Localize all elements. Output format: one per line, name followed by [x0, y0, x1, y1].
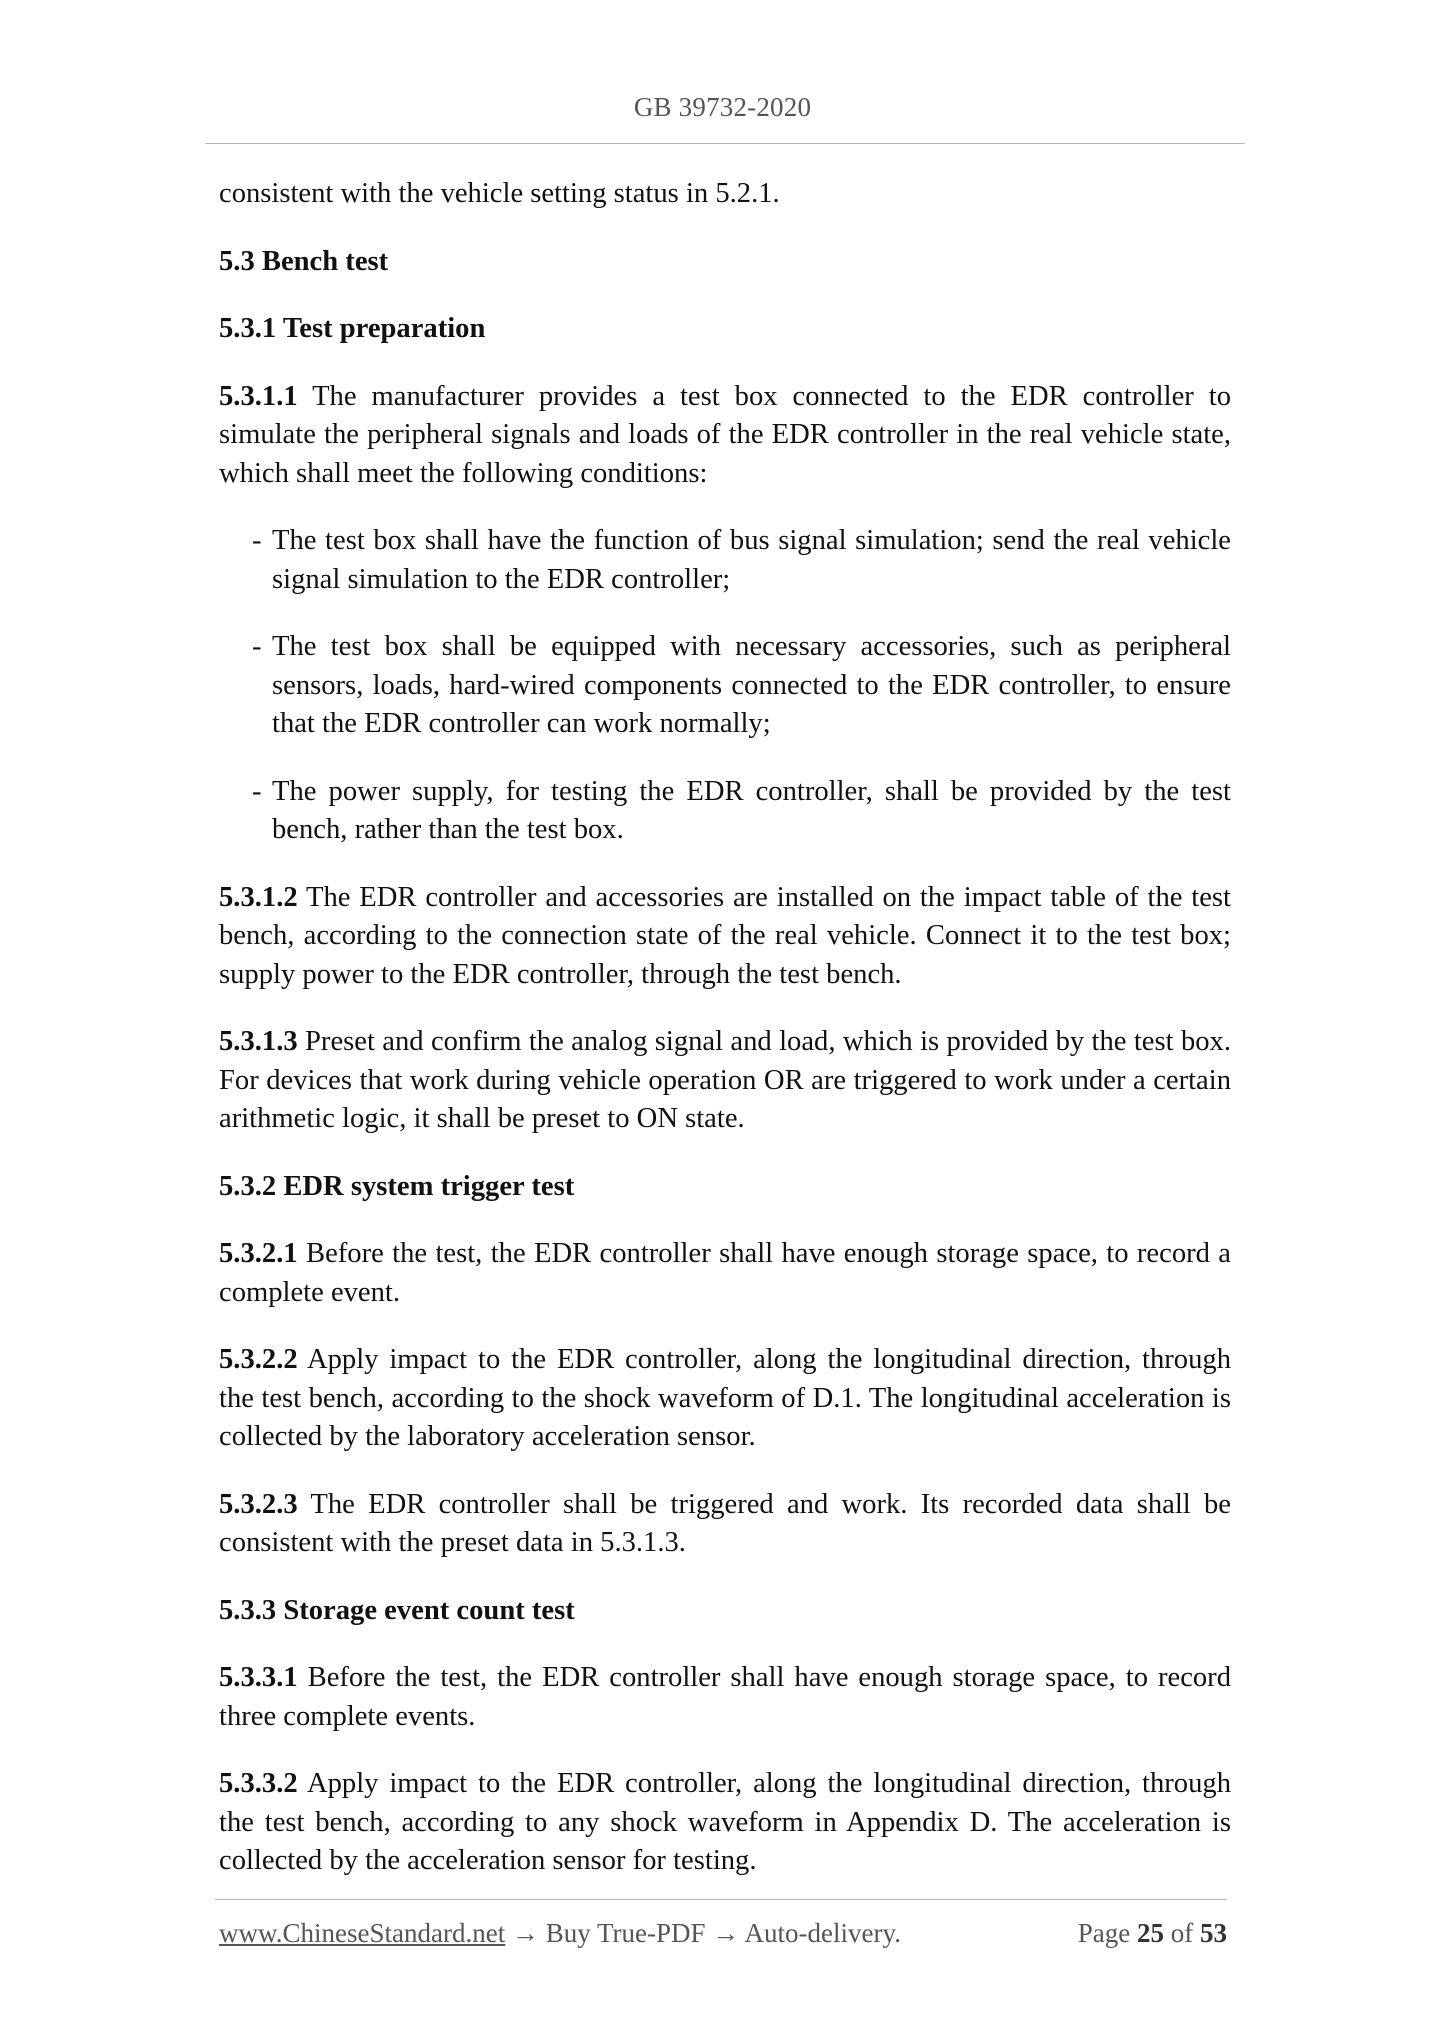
current-page-number: 25 [1137, 1918, 1164, 1948]
intro-line: consistent with the vehicle setting status in 5.2.1. [219, 178, 780, 209]
list-dash: - [252, 525, 262, 556]
heading-5-3-2: 5.3.2 EDR system trigger test [219, 1170, 575, 1202]
list-item-text: The test box shall have the function of bus signal simulation; send the real vehicle signal simulation to the EDR controller; [272, 525, 1231, 595]
list-item-text: The power supply, for testing the EDR controller, shall be provided by the test bench, rather than the test box. [272, 775, 1231, 845]
of-label: of [1170, 1918, 1194, 1948]
document-body [219, 175, 1231, 1910]
arrow-right-icon: → [505, 1918, 546, 1948]
clause-text: The manufacturer provides a test box connected to the EDR controller to simulate the peripheral signals and loads of the EDR controller in the real vehicle state, which shall meet the following conditions: [219, 380, 1231, 489]
clause-5-3-2-1 [219, 1235, 1231, 1312]
list-dash: - [252, 631, 262, 662]
clause-5-3-3-1 [219, 1659, 1231, 1736]
page-header [0, 92, 1445, 123]
clause-text: Preset and confirm the analog signal and load, which is provided by the test box. For devices that work during vehicle operation OR are triggered to work under a certain arithmetic logic, it shall be preset to ON state. [219, 1026, 1231, 1134]
list-item [219, 628, 1231, 744]
buy-true-pdf-text: Buy True-PDF [545, 1918, 706, 1948]
clause-number: 5.3.1.2 [219, 881, 298, 913]
clause-number: 5.3.3.2 [219, 1768, 298, 1799]
page-indicator [1078, 1918, 1227, 1949]
list-item-text: The test box shall be equipped with necessary accessories, such as peripheral sensors, loads, hard-wired components connected to the EDR controller, to ensure that the EDR controller can work normally; [272, 631, 1231, 739]
clause-text: Apply impact to the EDR controller, along the longitudinal direction, through the test bench, according to any shock waveform in Appendix D. The acceleration is collected by the acceleration sensor for testing. [219, 1768, 1231, 1876]
clause-text: Apply impact to the EDR controller, along the longitudinal direction, through the test bench, according to the shock waveform of D.1. The longitudinal acceleration is collected by the laboratory acceleration sensor. [219, 1344, 1231, 1452]
heading-5-3-3: 5.3.3 Storage event count test [219, 1594, 575, 1626]
clause-5-3-3-2 [219, 1765, 1231, 1881]
arrow-right-icon: → [705, 1918, 745, 1948]
list-item [219, 773, 1231, 850]
clause-number: 5.3.2.1 [219, 1238, 298, 1269]
clause-5-3-1-2 [219, 879, 1231, 995]
clause-5-3-2-2 [219, 1341, 1231, 1457]
total-pages-number: 53 [1200, 1918, 1227, 1948]
header-divider [205, 143, 1245, 144]
clause-number: 5.3.3.1 [219, 1662, 298, 1693]
auto-delivery-text: Auto-delivery. [744, 1918, 901, 1948]
page-label: Page [1077, 1918, 1131, 1948]
clause-number: 5.3.1.3 [219, 1026, 298, 1057]
clause-text: The EDR controller shall be triggered and work. Its recorded data shall be consistent with the preset data in 5.3.1.3. [219, 1488, 1231, 1558]
clause-number: 5.3.2.3 [219, 1488, 298, 1520]
website-link[interactable]: www.ChineseStandard.net [219, 1918, 506, 1948]
footer-divider [215, 1899, 1227, 1900]
clause-number: 5.3.1.1 [219, 380, 298, 412]
heading-5-3-1: 5.3.1 Test preparation [219, 313, 486, 344]
clause-5-3-1-1 [219, 378, 1231, 494]
clause-5-3-2-3 [219, 1486, 1231, 1563]
heading-5-3: 5.3 Bench test [219, 245, 389, 277]
clause-text: The EDR controller and accessories are installed on the impact table of the test bench, according to the connection state of the real vehicle. Connect it to the test box; supply power to the EDR controller, through the test bench. [219, 881, 1231, 990]
clause-number: 5.3.2.2 [219, 1344, 298, 1375]
list-dash: - [252, 775, 262, 807]
footer-links [219, 1918, 901, 1949]
list-item [219, 522, 1231, 599]
standard-number: GB 39732-2020 [633, 92, 812, 122]
clause-text: Before the test, the EDR controller shall have enough storage space, to record a complete event. [219, 1238, 1231, 1308]
clause-text: Before the test, the EDR controller shall have enough storage space, to record three complete events. [219, 1662, 1231, 1732]
clause-5-3-1-3 [219, 1023, 1231, 1139]
